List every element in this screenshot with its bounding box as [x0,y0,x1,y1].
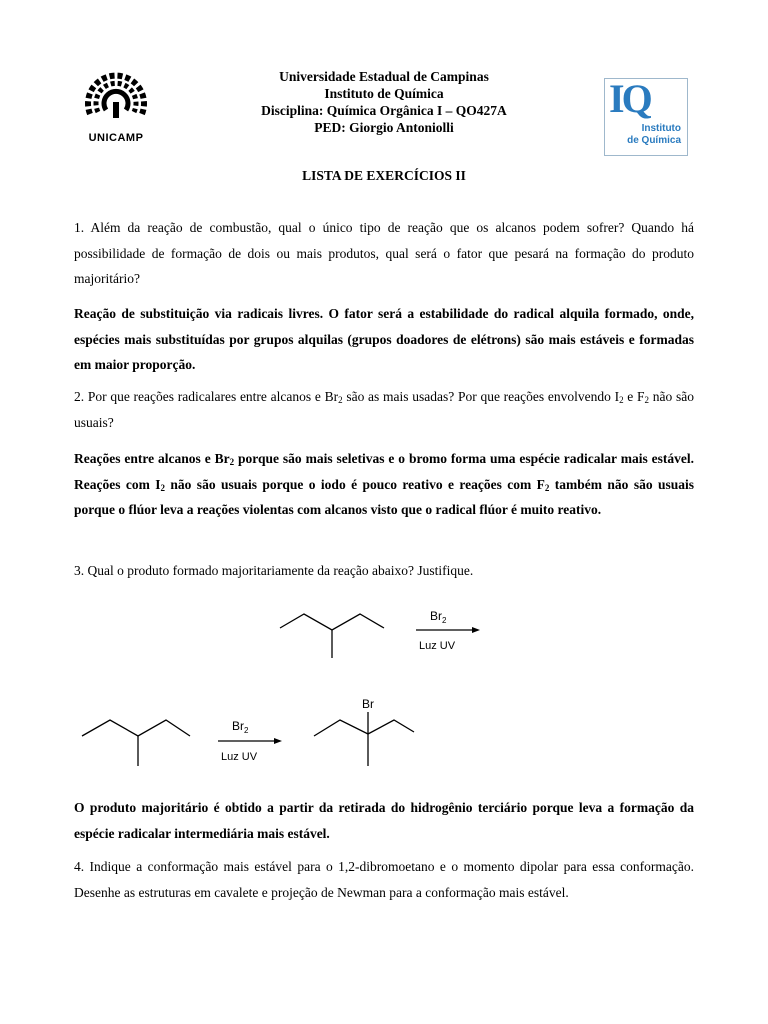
answer-2-text-2: porque são mais seletivas e o bromo forma uma espécie radicalar mais estável. Reações com I [74,451,694,492]
iq-logo [604,78,688,156]
reactant-1-skeleton [280,614,384,630]
answer-1: Reação de substituição via radicais livres. O fator será a estabilidade do radical alquila formado, onde, espécies mais substituídas por grupos alquilas (grupos doadores de elétrons) são mais estáveis e formadas em maior proporção. [74,306,694,372]
question-2 [74,384,694,435]
unicamp-logo-text: UNICAMP [88,132,144,144]
condition-label-1: Luz UV [419,640,456,652]
iq-logo-line2: de Química [627,135,681,146]
answer-2-sub-3: 2 [544,482,550,493]
iq-logo-line1: Instituto [641,123,681,134]
reagent-label-2 [232,719,249,735]
question-1: 1. Além da reação de combustão, qual o único tipo de reação que os alcanos podem sofrer? Quando há possibilidade de formação de dois ou mais produtos, qual será o fator que pesará na formação do produto majoritário? [74,220,694,286]
question-2-sub-2: 2 [619,395,624,405]
reaction-scheme-1 [270,600,490,664]
question-2-text-1: 2. Por que reações radicalares entre alcanos e Br [74,389,339,404]
answer-2 [74,446,694,523]
page-title: LISTA DE EXERCÍCIOS II [302,168,466,183]
answer-2-sub-2: 2 [160,482,166,493]
reagent-1-sub: 2 [442,616,447,625]
instructor-name: PED: Giorgio Antoniolli [314,120,454,135]
course-name: Disciplina: Química Orgânica I – QO427A [261,103,507,118]
reactant-2-skeleton [82,720,190,736]
reaction-arrow-2-head [274,738,282,744]
question-2-text-3: e F [623,389,645,404]
question-2-text-2: são as mais usadas? Por que reações envolvendo I [342,389,620,404]
answer-2-text-3: não são usuais porque o iodo é pouco reativo e reações com F [165,476,545,492]
answer-3: O produto majoritário é obtido a partir da retirada do hidrogênio terciário porque leva a formação da espécie radicalar intermediária mais estável. [74,800,694,841]
product-skeleton [314,720,414,736]
answer-2-text-1: Reações entre alcanos e Br [74,451,230,466]
question-2-sub-3: 2 [644,395,650,405]
reaction-arrow-1-head [472,627,480,633]
answer-2-sub-1: 2 [229,457,235,467]
reagent-1-text: Br [430,609,442,623]
reagent-2-text: Br [232,719,244,733]
document-header [200,68,568,136]
reaction-scheme-2 [76,694,416,770]
reagent-label-1 [430,609,447,625]
unicamp-logo [78,72,154,148]
answer-2-text-4: também não são usuais porque o flúor leva a reações violentas com alcanos visto que o radical flúor é muito reativo. [74,476,694,517]
university-name: Universidade Estadual de Campinas [279,69,489,84]
condition-label-2: Luz UV [221,751,258,763]
product-br-label: Br [362,697,374,711]
question-2-sub-1: 2 [338,395,343,405]
question-4: 4. Indique a conformação mais estável para o 1,2-dibromoetano e o momento dipolar para essa conformação. Desenhe as estruturas em cavalete e projeção de Newman para a conformação mais estável. [74,859,694,900]
question-2-text-4: não são usuais? [74,389,694,430]
institute-name: Instituto de Química [324,86,444,101]
reagent-2-sub: 2 [244,726,249,735]
iq-logo-letters: IQ [609,76,650,121]
question-3: 3. Qual o produto formado majoritariamente da reação abaixo? Justifique. [74,563,474,578]
